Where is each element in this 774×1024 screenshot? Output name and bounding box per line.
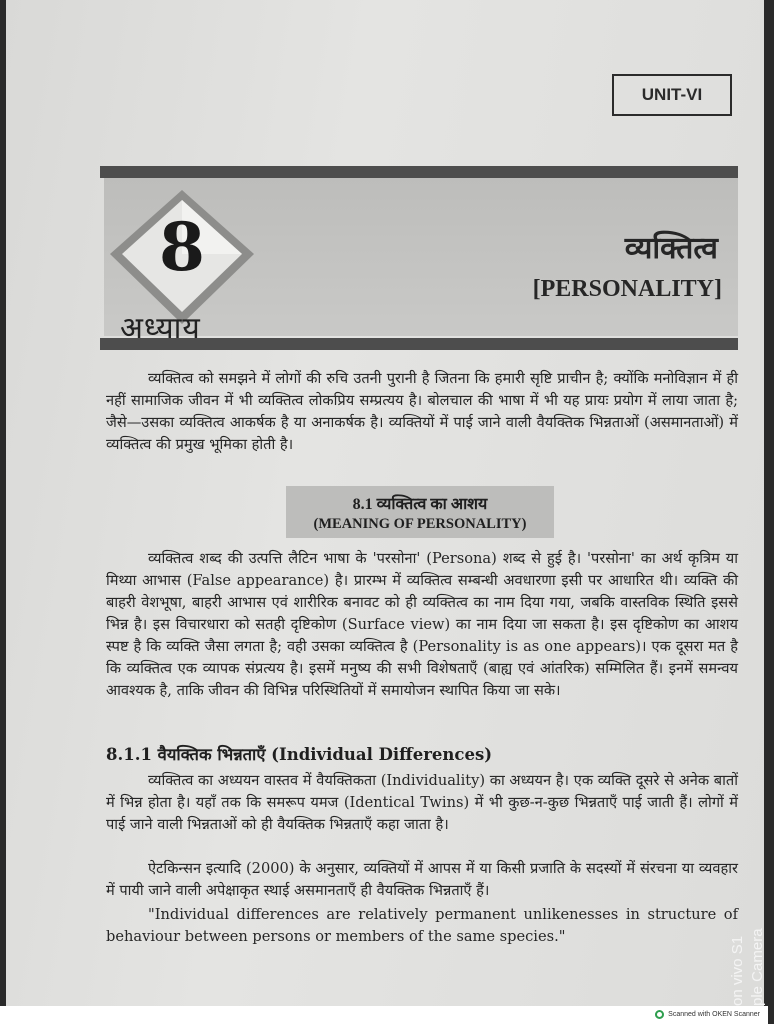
chapter-title-hindi: व्यक्तित्व: [624, 231, 718, 266]
quote-text: "Individual differences are relatively permanent unlikenesses in structure of behaviour between persons or members of the same species.": [106, 906, 738, 945]
meaning-paragraph: [106, 548, 738, 702]
meaning-text: व्यक्तित्व शब्द की उत्पत्ति लैटिन भाषा के 'परसोना' (Persona) शब्द से हुई है। 'परसोना' का अर्थ कृत्रिम या मिथ्या आभास (False appearance) है। प्रारम्भ में व्यक्तित्व सम्बन्धी अवधारणा इसी पर आधारित थी। व्यक्ति की बाहरी वेशभूषा, बाहरी आभास एवं शारीरिक बनावट को ही व्यक्तित्व का नाम दिया गया, जबकि वास्तविक स्थिति इससे भिन्न है। इस विचारधारा को सतही दृष्टिकोण (Surface view) का नाम दिया जा सकता है। इस दृष्टिकोण का आशय स्पष्ट है कि व्यक्ति जैसा लगता है; वही उसका व्यक्तित्व है (Personality is as one appears)। एक दूसरा मत है कि व्यक्तित्व एक व्यापक संप्रत्यय है। इसमें मनुष्य की सभी विशेषताएँ (बाह्य एवं आंतरिक) सम्मिलित हैं। इनमें समन्वय आवश्यक है, ताकि जीवन की विभिन्न परिस्थितियों में समायोजन स्थापित किया जा सके।: [106, 550, 738, 699]
chapter-title-english: [PERSONALITY]: [532, 276, 722, 302]
camera-watermark: [728, 906, 774, 1006]
watermark-line-2: ple Camera: [749, 928, 766, 1006]
chapter-number: 8: [159, 208, 205, 286]
intro-text: व्यक्तित्व को समझने में लोगों की रुचि उतनी पुरानी है जितना कि हमारी सृष्टि प्राचीन है; क्योंकि मनोविज्ञान में ही नहीं सामाजिक जीवन में भी व्यक्तित्व लोकप्रिय सम्प्रत्यय है। बोलचाल की भाषा में भी यह प्रायः प्रयोग में लाया जाता है; जैसे—उसका व्यक्तित्व आकर्षक है या अनाकर्षक है। व्यक्तियों में पाई जाने वाली वैयक्तिक भिन्नताओं (असमानताओं) में व्यक्तित्व की प्रमुख भूमिका होती है।: [106, 370, 738, 453]
intro-paragraph: [106, 368, 738, 456]
banner-top-rule: [100, 166, 738, 178]
unit-label: UNIT-VI: [612, 74, 732, 116]
scanner-credit-text: Scanned with OKEN Scanner: [668, 1011, 760, 1018]
section-title-english: (MEANING OF PERSONALITY): [313, 516, 527, 532]
individual-text: व्यक्तित्व का अध्ययन वास्तव में वैयक्तिकता (Individuality) का अध्ययन है। एक व्यक्ति दूसरे से अनेक बातों में भिन्न होता है। यहाँ तक कि समरूप यमज (Identical Twins) में भी कुछ-न-कुछ भिन्नताएँ पाई जाती हैं। लोगों में पाई जाने वाली भिन्नताओं को ही वैयक्तिक भिन्नताएँ कहा जाता है।: [106, 772, 738, 833]
atkinson-text: ऐटकिन्सन इत्यादि (2000) के अनुसार, व्यक्तियों में आपस में या किसी प्रजाति के सदस्यों में संरचना या व्यवहार में पायी जाने वाली अपेक्षाकृत स्थाई असमानताएँ ही वैयक्तिक भिन्नताएँ हैं।: [106, 860, 738, 899]
book-page: [6, 0, 764, 1006]
chapter-label-hindi: अध्याय: [120, 311, 201, 346]
subsection-heading: 8.1.1 वैयक्तिक भिन्नताएँ (Individual Differences): [106, 745, 493, 764]
section-heading-box: [286, 486, 554, 538]
section-title-hindi: 8.1 व्यक्तित्व का आशय: [352, 496, 488, 513]
footer-strip: [0, 1006, 768, 1024]
watermark-line-1: on vivo S1: [729, 935, 746, 1006]
individual-paragraph: [106, 770, 738, 836]
atkinson-paragraph: [106, 858, 738, 902]
scanner-logo-icon: [655, 1010, 664, 1019]
quote-paragraph: [106, 904, 738, 948]
scanner-credit: [655, 1010, 760, 1019]
